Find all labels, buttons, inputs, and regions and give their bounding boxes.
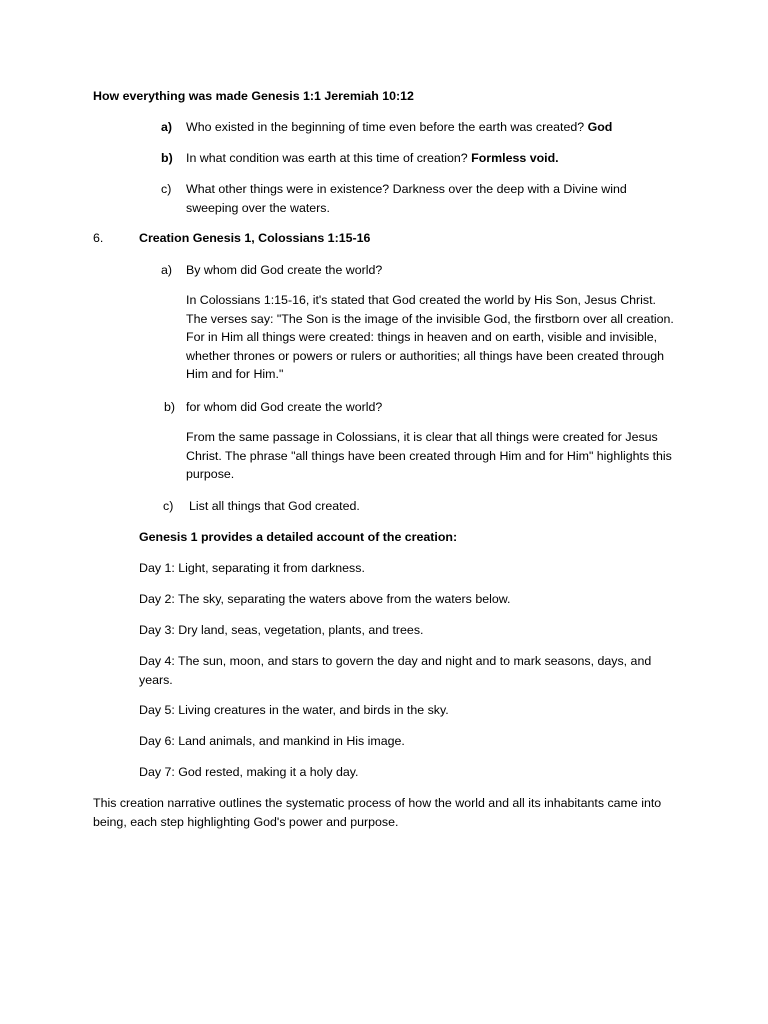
question-text: In what condition was earth at this time of creation? [186, 151, 468, 165]
answer-for-whom: From the same passage in Colossians, it is clear that all things were created for Jesus Christ. The phrase "all things have been created through Him and for Him" highlights this purpose. [186, 430, 672, 482]
day-item: Day 4: The sun, moon, and stars to govern the day and night and to mark seasons, days, and years. [139, 654, 652, 687]
day-item: Day 3: Dry land, seas, vegetation, plants, and trees. [139, 623, 424, 637]
question-answer: God [587, 120, 613, 134]
section-number: 6. [93, 231, 104, 245]
question-by-whom: By whom did God create the world? [186, 263, 383, 277]
document-title: How everything was made Genesis 1:1 Jeremiah 10:12 [93, 89, 414, 103]
question-other-things: What other things were in existence? Darkness over the deep with a Divine wind sweeping over the waters. [186, 182, 627, 215]
day-item: Day 2: The sky, separating the waters above from the waters below. [139, 592, 511, 606]
list-marker: c) [161, 182, 172, 196]
day-item: Day 6: Land animals, and mankind in His image. [139, 734, 405, 748]
list-marker: a) [161, 120, 173, 134]
list-marker: b) [161, 151, 173, 165]
section-heading: Creation Genesis 1, Colossians 1:15-16 [139, 231, 371, 245]
list-marker: a) [161, 263, 173, 277]
conclusion-paragraph: This creation narrative outlines the systematic process of how the world and all its inhabitants came into being, each step highlighting God's power and purpose. [93, 796, 662, 829]
question-existed [186, 118, 686, 137]
list-marker: c) [163, 499, 174, 513]
day-item: Day 7: God rested, making it a holy day. [139, 765, 359, 779]
answer-by-whom: In Colossians 1:15-16, it's stated that God created the world by His Son, Jesus Christ. The verses say: "The Son is the image of the invisible God, the firstborn over all creation. For in Him all things were created: things in heaven and on earth, visible and invisible, whether thrones or powers or rulers or authorities; all things have been created through Him and for Him." [186, 293, 674, 382]
day-item: Day 5: Living creatures in the water, and birds in the sky. [139, 703, 449, 717]
question-text: Who existed in the beginning of time even before the earth was created? [186, 120, 585, 134]
question-list-things: List all things that God created. [189, 499, 360, 513]
genesis-heading: Genesis 1 provides a detailed account of the creation: [139, 530, 458, 544]
list-marker: b) [164, 400, 176, 414]
question-for-whom: for whom did God create the world? [186, 400, 383, 414]
question-condition [186, 149, 686, 168]
day-item: Day 1: Light, separating it from darkness. [139, 561, 365, 575]
question-answer: Formless void. [471, 151, 559, 165]
